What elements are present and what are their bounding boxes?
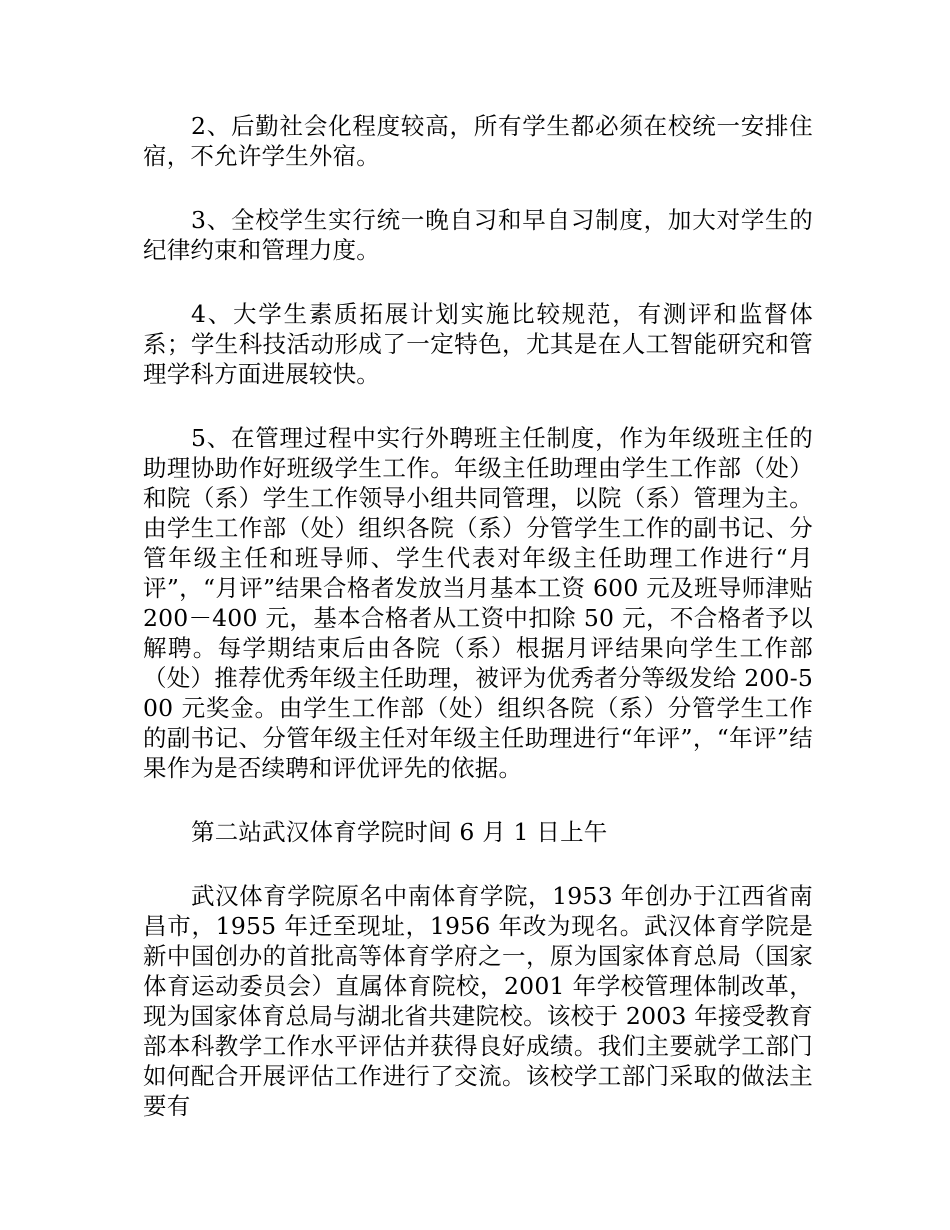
paragraph-item-5: 5、在管理过程中实行外聘班主任制度，作为年级班主任的助理协助作好班级学生工作。年级主任助理由学生工作部（处）和院（系）学生工作领导小组共同管理，以院（系）管理为主。由学生工作部（处）组织各院（系）分管学生工作的副书记、分管年级主任和班导师、学生代表对年级主任助理工作进行“月评”，“月评”结果合格者发放当月基本工资 600 元及班导师津贴 200－400 元，基本合格者从工资中扣除 50 元，不合格者予以解聘。每学期结束后由各院（系）根据月评结果向学生工作部（处）推荐优秀年级主任助理，被评为优秀者分等级发给 200-500 元奖金。由学生工作部（处）组织各院（系）分管学生工作的副书记、分管年级主任对年级主任助理进行“年评”，“年评”结果作为是否续聘和评优评先的依据。 <box>143 424 813 782</box>
paragraph-item-4: 4、大学生素质拓展计划实施比较规范，有测评和监督体系；学生科技活动形成了一定特色，尤其是在人工智能研究和管理学科方面进展较快。 <box>143 300 813 388</box>
document-body <box>143 111 813 1155</box>
paragraph-wuhan-sports-university: 武汉体育学院原名中南体育学院，1953 年创办于江西省南昌市，1955 年迁至现址，1956 年改为现名。武汉体育学院是新中国创办的首批高等体育学府之一，原为国家体育总局（国家体育运动委员会）直属体育院校，2001 年学校管理体制改革，现为国家体育总局与湖北省共建院校。该校于 2003 年接受教育部本科教学工作水平评估并获得良好成绩。我们主要就学工部门如何配合开展评估工作进行了交流。该校学工部门采取的做法主要有 <box>143 882 813 1120</box>
paragraph-item-3: 3、全校学生实行统一晚自习和早自习制度，加大对学生的纪律约束和管理力度。 <box>143 206 813 264</box>
section-heading-second-stop: 第二站武汉体育学院时间 6 月 1 日上午 <box>191 818 608 846</box>
paragraph-item-2: 2、后勤社会化程度较高，所有学生都必须在校统一安排住宿，不允许学生外宿。 <box>143 112 813 170</box>
